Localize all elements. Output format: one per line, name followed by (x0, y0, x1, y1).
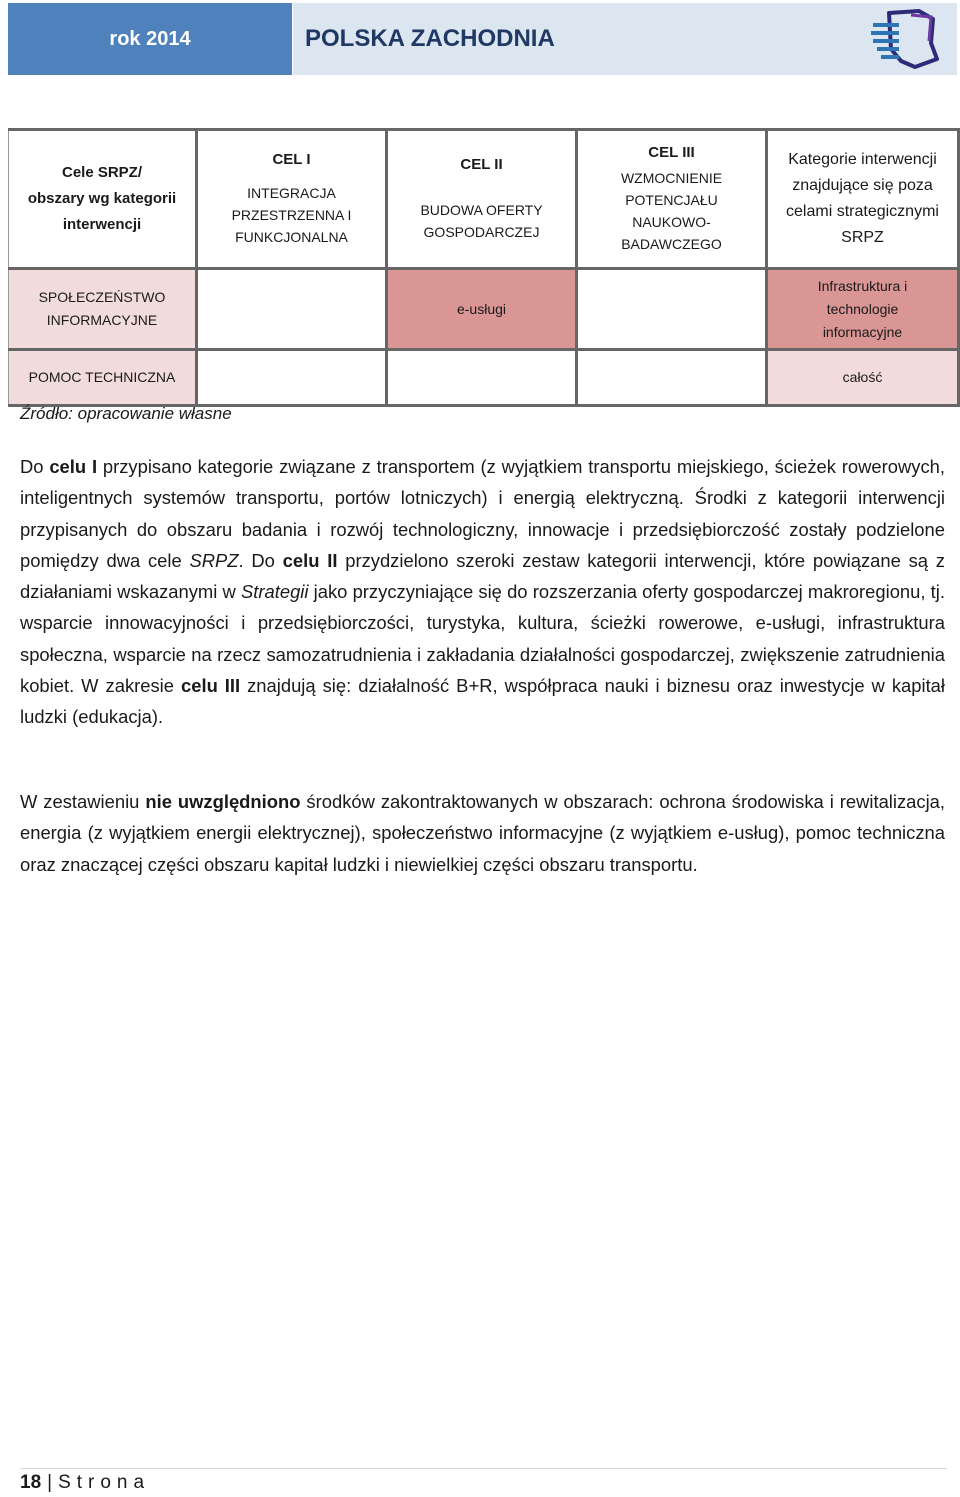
page-number: 18 (20, 1472, 42, 1493)
cell-information-society-other: Infrastruktura i technologie informacyjne (767, 269, 959, 350)
row-label-technical-assistance: POMOC TECHNICZNA (9, 350, 197, 406)
page-word: Strona (58, 1472, 151, 1493)
cell-technical-assistance-cel3 (577, 350, 767, 406)
cell-technical-assistance-cel1 (197, 350, 387, 406)
title-banner (293, 3, 957, 75)
table-header-row (9, 130, 959, 269)
header-cell-cel2: CEL II BUDOWA OFERTY GOSPODARCZEJ (387, 130, 577, 269)
cell-information-society-cel1 (197, 269, 387, 350)
paragraph-excluded-funds: W zestawieniu nie uwzględniono środków zakontraktowanych w obszarach: ochrona środowiska i rewitalizacja, energia (z wyjątkiem energii elektrycznej), społeczeństwo informacyjne (z wyjątkiem e-usług), pomoc techniczna oraz znaczącej części obszaru kapitał ludzki i niewielkiej części obszaru transportu. (20, 791, 946, 875)
table-row-technical-assistance (9, 350, 959, 406)
table-source-note: Źródło: opracowanie własne (20, 404, 232, 423)
header-cell-other-categories: Kategorie interwencji znajdujące się poza celami strategicznymi SRPZ (767, 130, 959, 269)
cell-information-society-cel2: e-usługi (387, 269, 577, 350)
srpz-categories-table (8, 128, 960, 407)
cell-technical-assistance-cel2 (387, 350, 577, 406)
header-cell-cel1: CEL I INTEGRACJA PRZESTRZENNA I FUNKCJONALNA (197, 130, 387, 269)
footer-divider (20, 1468, 947, 1469)
header-cell-goals: Cele SRPZ/ obszary wg kategorii interwencji (9, 130, 197, 269)
footer-separator: | (47, 1472, 53, 1493)
row-label-information-society: SPOŁECZEŃSTWO INFORMACYJNE (9, 269, 197, 350)
document-title: POLSKA ZACHODNIA (305, 25, 555, 52)
year-banner (8, 3, 292, 75)
paragraph-goal-assignment: Do celu I przypisano kategorie związane z transportem (z wyjątkiem transportu miejskiego, ścieżek rowerowych, inteligentnych systemów transportu, portów lotniczych) i energią elektryczną. Środki z kategorii interwencji przypisanych do obszaru badania i rozwój technologiczny, innowacje i przedsiębiorczość zostały podzielone pomiędzy dwa cele SRPZ. Do celu II przydzielono szeroki zestaw kategorii interwencji, które powiązane są z działaniami wskazanymi w Strategii jako przyczyniające się do rozszerzania oferty gospodarczej makroregionu, tj. wsparcie innowacyjności i przedsiębiorczości, turystyka, kultura, ścieżki rowerowe, e-usługi, infrastruktura społeczna, wsparcie na rzecz samozatrudnienia i zakładania działalności gospodarczej, zwiększenie zatrudnienia kobiet. W zakresie celu III znajdują się: działalność B+R, współpraca nauki i biznesu oraz inwestycje w kapitał ludzki (edukacja). (20, 456, 945, 728)
cell-technical-assistance-other: całość (767, 350, 959, 406)
region-map-logo-icon (871, 9, 945, 69)
page-footer (20, 1472, 150, 1494)
table-row-information-society (9, 269, 959, 350)
cell-information-society-cel3 (577, 269, 767, 350)
header-cell-cel3: CEL III WZMOCNIENIE POTENCJAŁU NAUKOWO- BADAWCZEGO (577, 130, 767, 269)
year-label: rok 2014 (109, 27, 191, 50)
